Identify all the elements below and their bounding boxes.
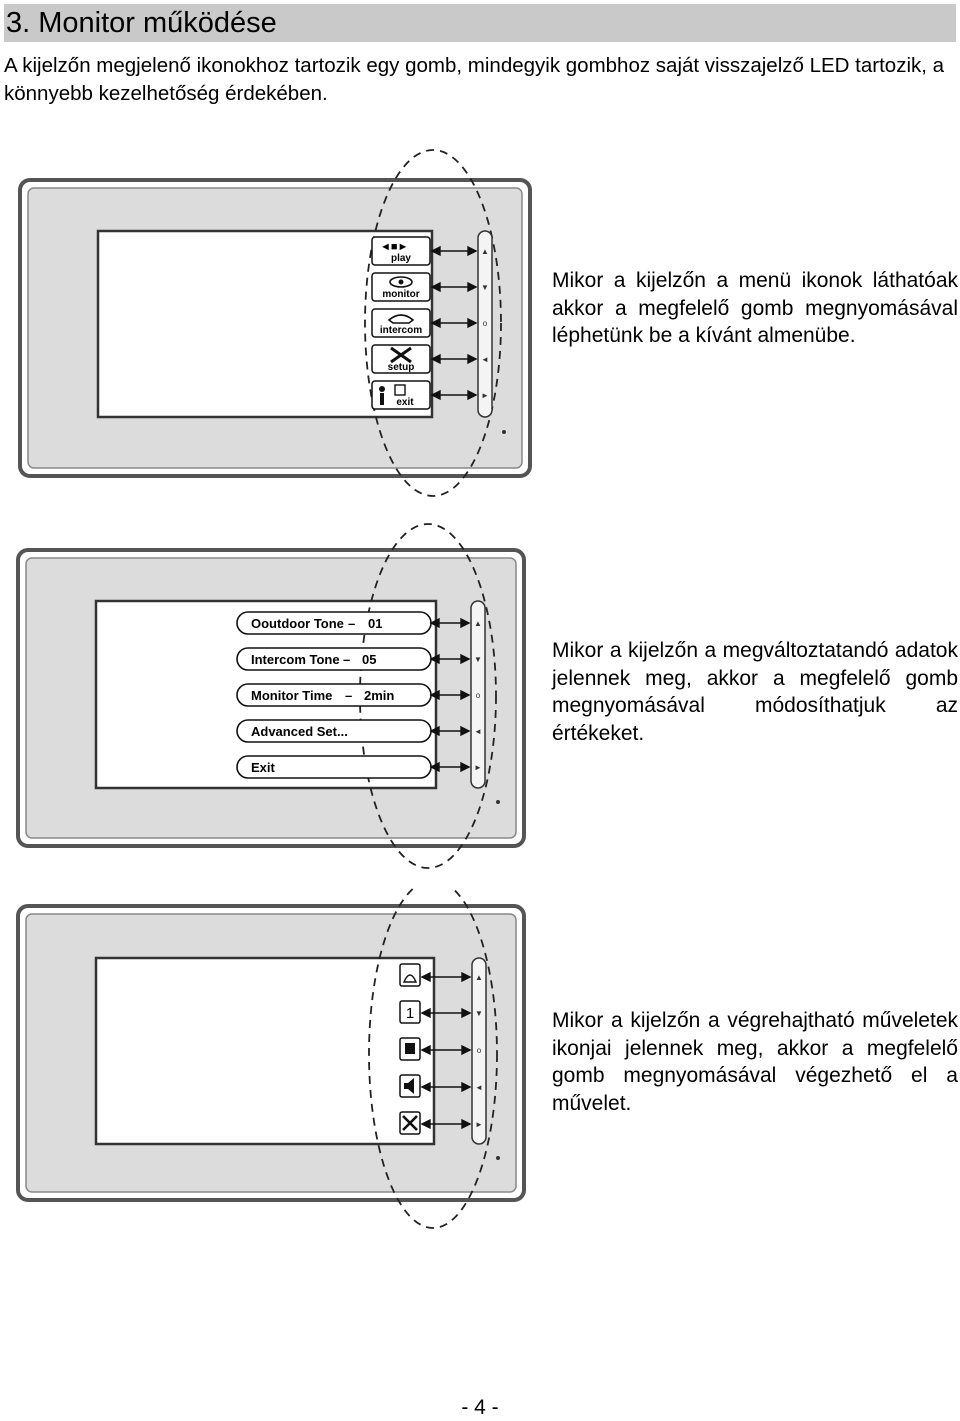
action-icon-number	[400, 1001, 420, 1023]
menu-icon-label: monitor	[382, 289, 420, 300]
panel-menu-icons	[0, 148, 960, 518]
menu-icon-setup	[372, 345, 430, 373]
intro-paragraph: A kijelzőn megjelenő ikonokhoz tartozik egy gomb, mindegyik gombhoz saját visszajelző LED tartozik, a könnyebb kezelhetőség érdekében.	[4, 54, 945, 105]
button-up[interactable]: ▲	[475, 973, 483, 982]
setting-label: Monitor Time	[251, 688, 333, 703]
monitor-screen	[96, 958, 434, 1144]
button-up[interactable]: ▲	[481, 247, 489, 256]
page-number: - 4 -	[461, 1396, 499, 1419]
svg-text:–: –	[345, 688, 353, 703]
panel-description: Mikor a kijelzőn a megváltoztatandó adatok jelennek meg, akkor a megfelelő gomb megnyomásával módosíthatjuk az értékeket.	[552, 639, 958, 745]
setting-value: 05	[362, 652, 377, 667]
button-left[interactable]: ◄	[475, 1083, 483, 1092]
button-down[interactable]: ▼	[474, 655, 482, 664]
button-right[interactable]: ►	[481, 391, 489, 400]
button-down[interactable]: ▼	[481, 283, 489, 292]
play-pause-icon: ◄■►	[380, 241, 409, 253]
led-indicator	[502, 430, 506, 434]
menu-icon-label: setup	[387, 362, 415, 373]
action-icon-speaker	[400, 1075, 420, 1097]
setting-row-monitor-time	[237, 684, 431, 706]
button-up[interactable]: ▲	[474, 619, 482, 628]
person-door-icon	[379, 386, 385, 392]
setting-value: 01	[368, 616, 383, 631]
led-indicator	[496, 800, 500, 804]
button-right[interactable]: ►	[474, 763, 482, 772]
menu-icon-intercom	[372, 309, 430, 337]
panel-settings-list	[0, 518, 960, 888]
menu-icon-monitor	[372, 273, 430, 301]
button-ok[interactable]: o	[475, 691, 481, 700]
panel-description: Mikor a kijelzőn a végrehajtható műveletek ikonjai jelennek meg, akkor a megfelelő gomb megnyomásával végezhető el a művelet.	[552, 1009, 958, 1115]
action-icon-tools	[400, 1112, 420, 1134]
setting-row-intercom-tone	[237, 648, 431, 670]
panel-action-icons	[0, 888, 960, 1258]
menu-icon-label: play	[390, 253, 412, 264]
setting-label: Ooutdoor Tone	[251, 616, 344, 631]
stop-square-icon	[405, 1043, 415, 1054]
button-left[interactable]: ◄	[474, 727, 482, 736]
led-indicator	[496, 1156, 500, 1160]
section-heading	[4, 4, 956, 42]
button-right[interactable]: ►	[475, 1120, 483, 1129]
setting-row-advanced	[237, 720, 431, 742]
svg-text:–: –	[348, 616, 356, 631]
menu-icon-label: intercom	[379, 325, 423, 336]
menu-icon-play	[372, 237, 430, 265]
button-down[interactable]: ▼	[475, 1009, 483, 1018]
setting-label: Intercom Tone	[251, 652, 340, 667]
button-ok[interactable]: o	[476, 1046, 482, 1055]
setting-row-exit	[237, 756, 431, 778]
menu-icon-exit	[372, 381, 430, 409]
setting-label: Advanced Set...	[251, 724, 348, 739]
button-left[interactable]: ◄	[481, 355, 489, 364]
section-title: 3. Monitor működése	[6, 7, 277, 39]
panel-description: Mikor a kijelzőn a menü ikonok láthatóak akkor a megfelelő gomb megnyomásával léphetünk be a kívánt almenübe.	[552, 269, 958, 348]
action-icon-stop	[400, 1038, 420, 1060]
svg-text:–: –	[343, 652, 351, 667]
setting-row-outdoor-tone	[237, 612, 431, 634]
menu-icon-label: exit	[396, 397, 414, 408]
number-one-icon: 1	[405, 1005, 415, 1022]
setting-value: 2min	[364, 688, 395, 703]
button-ok[interactable]: o	[482, 319, 488, 328]
action-icon-doorbell	[400, 964, 420, 986]
setting-label: Exit	[251, 760, 275, 775]
